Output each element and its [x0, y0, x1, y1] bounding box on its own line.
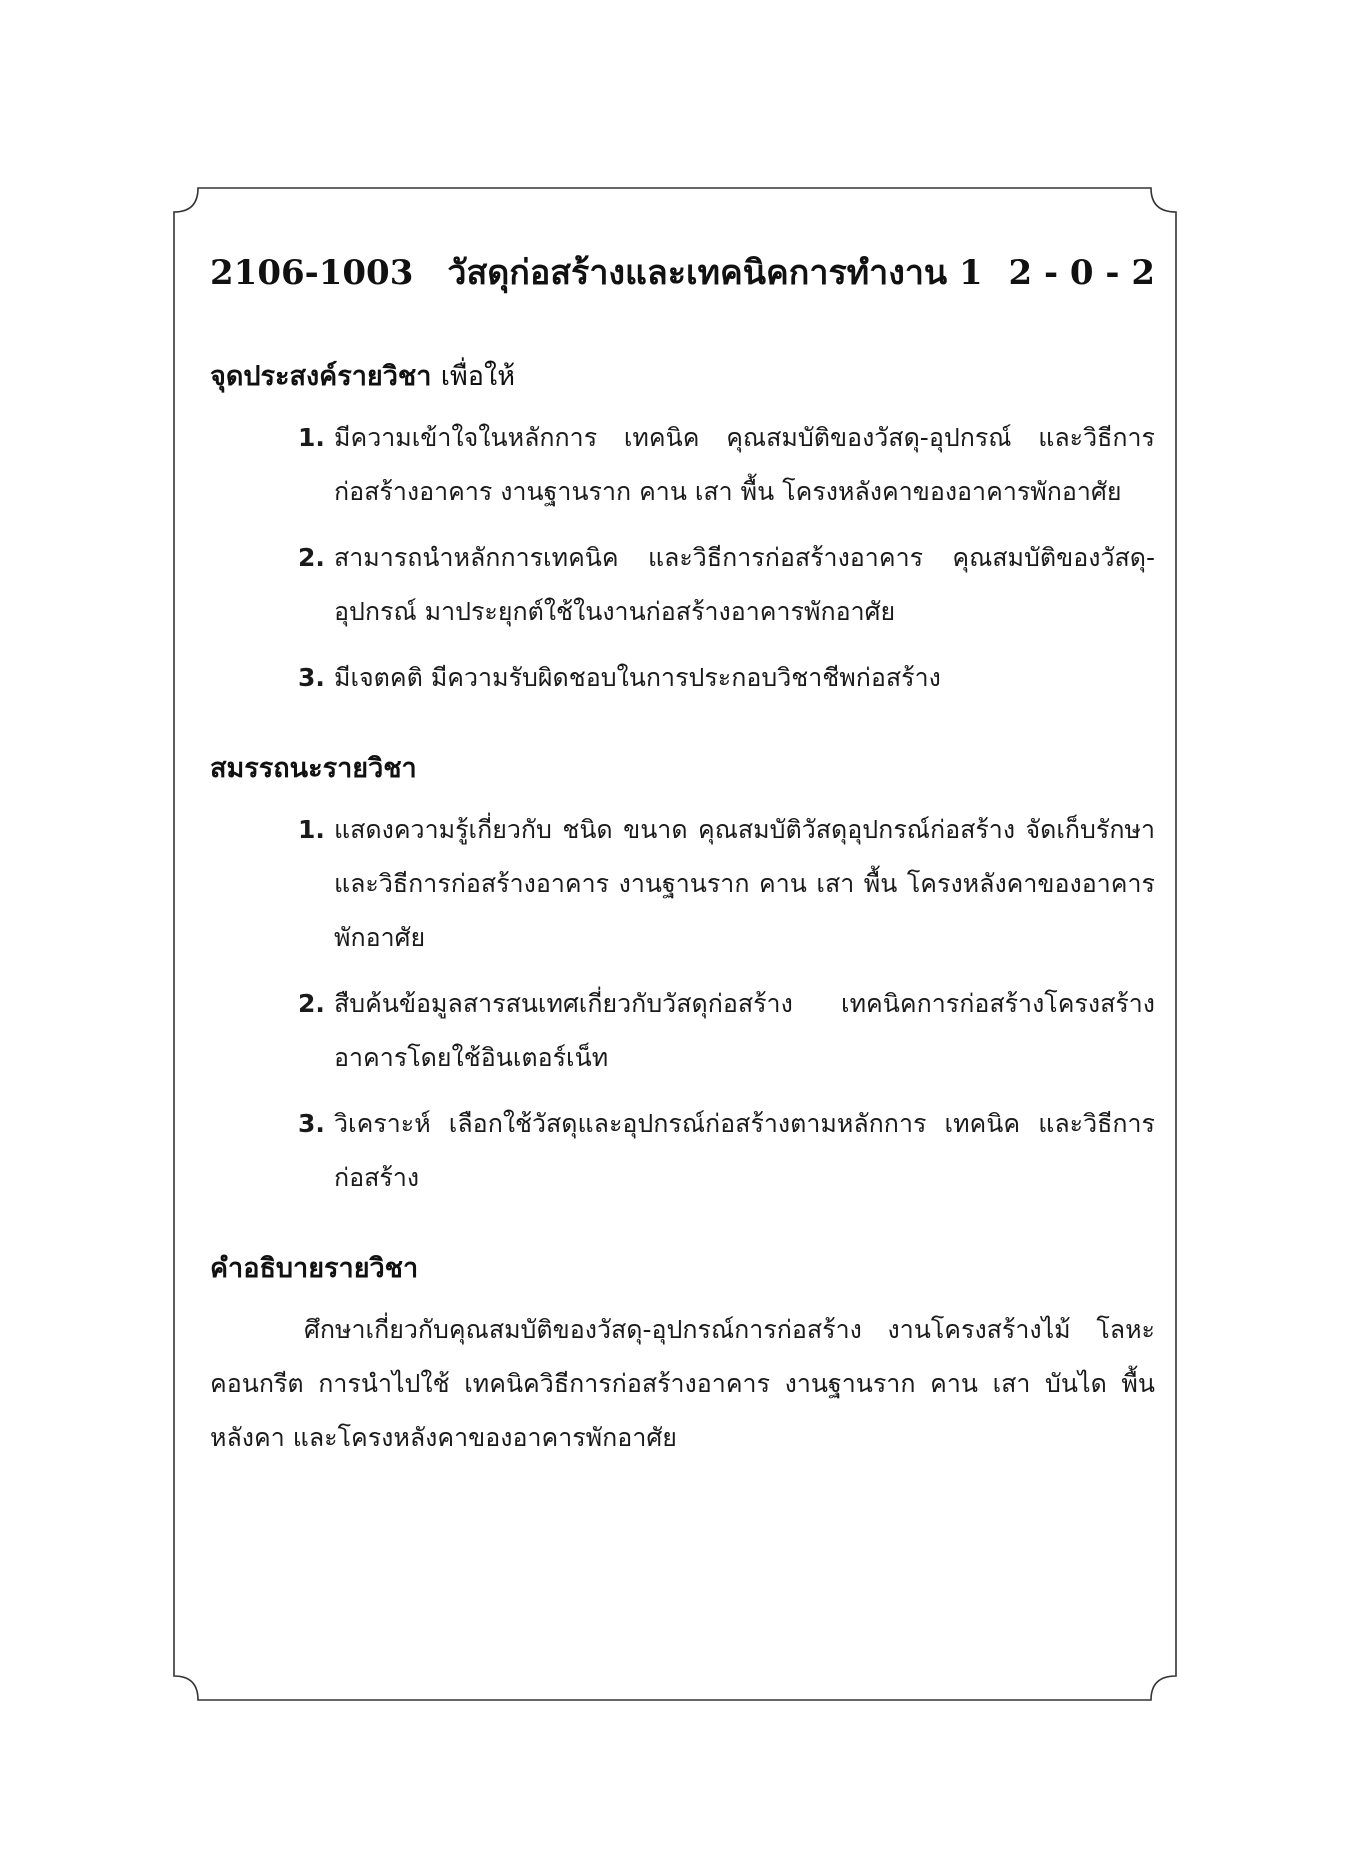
item-text: มีเจตคติ มีความรับผิดชอบในการประกอบวิชาชีพก่อสร้าง — [334, 663, 941, 692]
item-text: สืบค้นข้อมูลสารสนเทศเกี่ยวกับวัสดุก่อสร้าง เทคนิคการก่อสร้างโครงสร้างอาคารโดยใช้อินเตอร์เน็ท — [334, 989, 1155, 1072]
item-number: 3. — [298, 663, 325, 692]
course-header — [210, 245, 1155, 301]
item-number: 2. — [298, 989, 325, 1018]
competencies-heading — [210, 749, 1155, 789]
item-number: 1. — [298, 423, 325, 452]
item-text: สามารถนำหลักการเทคนิค และวิธีการก่อสร้างอาคาร คุณสมบัติของวัสดุ-อุปกรณ์ มาประยุกต์ใช้ในงานก่อสร้างอาคารพักอาศัย — [334, 543, 1155, 626]
page-content — [210, 245, 1155, 1465]
course-credits: 2 - 0 - 2 — [1008, 253, 1155, 293]
course-name: วัสดุก่อสร้างและเทคนิคการทำงาน 1 — [447, 253, 983, 293]
course-code: 2106-1003 — [210, 253, 414, 293]
description-text: ศึกษาเกี่ยวกับคุณสมบัติของวัสดุ-อุปกรณ์การก่อสร้าง งานโครงสร้างไม้ โลหะ คอนกรีต การนำไปใช้ เทคนิควิธีการก่อสร้างอาคาร งานฐานราก คาน เสา บันได พื้น หลังคา และโครงหลังคาของอาคารพักอาศัย — [210, 1315, 1155, 1452]
list-item — [210, 1097, 1155, 1205]
item-number: 3. — [298, 1109, 325, 1138]
competencies-list — [210, 803, 1155, 1205]
item-text: มีความเข้าใจในหลักการ เทคนิค คุณสมบัติของวัสดุ-อุปกรณ์ และวิธีการก่อสร้างอาคาร งานฐานราก คาน เสา พื้น โครงหลังคาของอาคารพักอาศัย — [334, 423, 1155, 506]
item-text: วิเคราะห์ เลือกใช้วัสดุและอุปกรณ์ก่อสร้างตามหลักการ เทคนิค และวิธีการก่อสร้าง — [334, 1109, 1155, 1192]
list-item — [210, 651, 1155, 705]
list-item — [210, 531, 1155, 639]
competencies-heading-label: สมรรถนะรายวิชา — [210, 753, 417, 784]
objectives-heading-label: จุดประสงค์รายวิชา — [210, 361, 432, 392]
objectives-heading — [210, 357, 1155, 397]
list-item — [210, 977, 1155, 1085]
item-number: 2. — [298, 543, 325, 572]
description-heading-label: คำอธิบายรายวิชา — [210, 1253, 419, 1284]
list-item — [210, 803, 1155, 965]
list-item — [210, 411, 1155, 519]
description-heading — [210, 1249, 1155, 1289]
objectives-heading-suffix: เพื่อให้ — [440, 361, 515, 392]
item-text: แสดงความรู้เกี่ยวกับ ชนิด ขนาด คุณสมบัติวัสดุอุปกรณ์ก่อสร้าง จัดเก็บรักษา และวิธีการก่อสร้างอาคาร งานฐานราก คาน เสา พื้น โครงหลังคาของอาคารพักอาศัย — [334, 815, 1155, 952]
objectives-list — [210, 411, 1155, 705]
item-number: 1. — [298, 815, 325, 844]
